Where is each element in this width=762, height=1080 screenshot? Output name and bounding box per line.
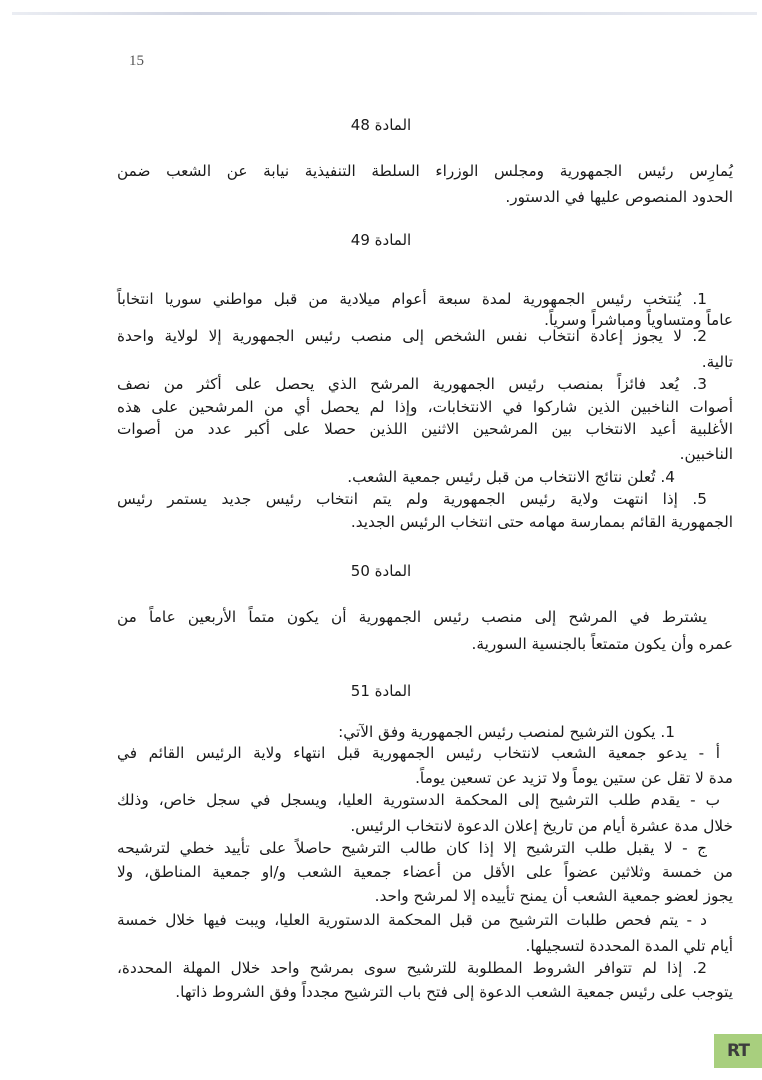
article-line: 1. يكون الترشيح لمنصب رئيس الجمهورية وفق الآتي: — [338, 723, 675, 741]
article-line: د - يتم فحص طلبات الترشيح من قبل المحكمة الدستورية العليا، ويبت فيها خلال خمسة — [117, 911, 707, 929]
article-heading: المادة 48 — [350, 116, 412, 134]
article-line: يُمارِس رئيس الجمهورية ومجلس الوزراء السلطة التنفيذية نيابة عن الشعب ضمن — [117, 162, 733, 180]
article-line: أصوات الناخبين الذين شاركوا في الانتخابات، وإذا لم يحصل أي من المرشحين على هذه — [117, 398, 733, 416]
article-line: خلال مدة عشرة أيام من تاريخ إعلان الدعوة لانتخاب الرئيس. — [350, 817, 733, 835]
article-heading: المادة 49 — [350, 231, 412, 249]
rt-watermark-logo — [714, 1034, 762, 1068]
article-line: أ - يدعو جمعية الشعب لانتخاب رئيس الجمهورية قبل انتهاء ولاية الرئيس القائم في — [117, 744, 720, 762]
article-line: 2. إذا لم تتوافر الشروط المطلوبة للترشيح سوى بمرشح واحد خلال المهلة المحددة، — [117, 959, 707, 977]
article-line: عمره وأن يكون متمتعاً بالجنسية السورية. — [471, 635, 733, 653]
article-line: 2. لا يجوز إعادة انتخاب نفس الشخص إلى منصب رئيس الجمهورية إلا لولاية واحدة — [117, 327, 707, 345]
article-line: الناخبين. — [679, 445, 733, 463]
page-number: 15 — [129, 53, 144, 69]
article-line: من خمسة وثلاثين عضواً على الأقل من أعضاء جمعية الشعب و/او جمعية المناطق، ولا — [117, 863, 733, 881]
article-line: يشترط في المرشح إلى منصب رئيس الجمهورية أن يكون متماً الأربعين عاماً من — [117, 608, 707, 626]
article-heading: المادة 51 — [350, 682, 412, 700]
article-line: الحدود المنصوص عليها في الدستور. — [505, 188, 733, 206]
article-heading: المادة 50 — [350, 562, 412, 580]
rt-watermark-text: RT — [727, 1041, 749, 1061]
article-line: أيام تلي المدة المحددة لتسجيلها. — [525, 937, 733, 955]
article-line: 3. يُعد فائزاً بمنصب رئيس الجمهورية المرشح الذي يحصل على أكثر من نصف — [117, 375, 707, 393]
article-line: 4. تُعلن نتائج الانتخاب من قبل رئيس جمعية الشعب. — [347, 468, 675, 486]
article-line: 1. يُنتخب رئيس الجمهورية لمدة سبعة أعوام ميلادية من قبل مواطني سوريا انتخاباً — [117, 290, 707, 308]
article-line: الجمهورية القائم بممارسة مهامه حتى انتخاب الرئيس الجديد. — [350, 513, 733, 531]
article-line: عاماً ومتساوياً ومباشراً وسرياً. — [544, 311, 733, 329]
article-line: تالية. — [701, 353, 733, 371]
article-line: 5. إذا انتهت ولاية رئيس الجمهورية ولم يتم انتخاب رئيس جديد يستمر رئيس — [117, 490, 707, 508]
scan-edge-artifact — [12, 12, 757, 15]
article-line: ب - يقدم طلب الترشيح إلى المحكمة الدستورية العليا، ويسجل في سجل خاص، وذلك — [117, 791, 720, 809]
article-line: ج - لا يقبل طلب الترشيح إلا إذا كان طالب الترشيح حاصلاً على تأييد خطي لترشيحه — [117, 839, 707, 857]
article-line: الأغلبية أعيد الانتخاب بين المرشحين الاثنين اللذين حصلا على أكبر عدد من أصوات — [117, 420, 733, 438]
article-line: مدة لا تقل عن ستين يوماً ولا تزيد عن تسعين يوماً. — [415, 769, 733, 787]
article-line: يتوجب على رئيس جمعية الشعب الدعوة إلى فتح باب الترشيح مجدداً وفق الشروط ذاتها. — [175, 983, 733, 1001]
article-line: يجوز لعضو جمعية الشعب أن يمنح تأييده إلا لمرشح واحد. — [374, 887, 733, 905]
